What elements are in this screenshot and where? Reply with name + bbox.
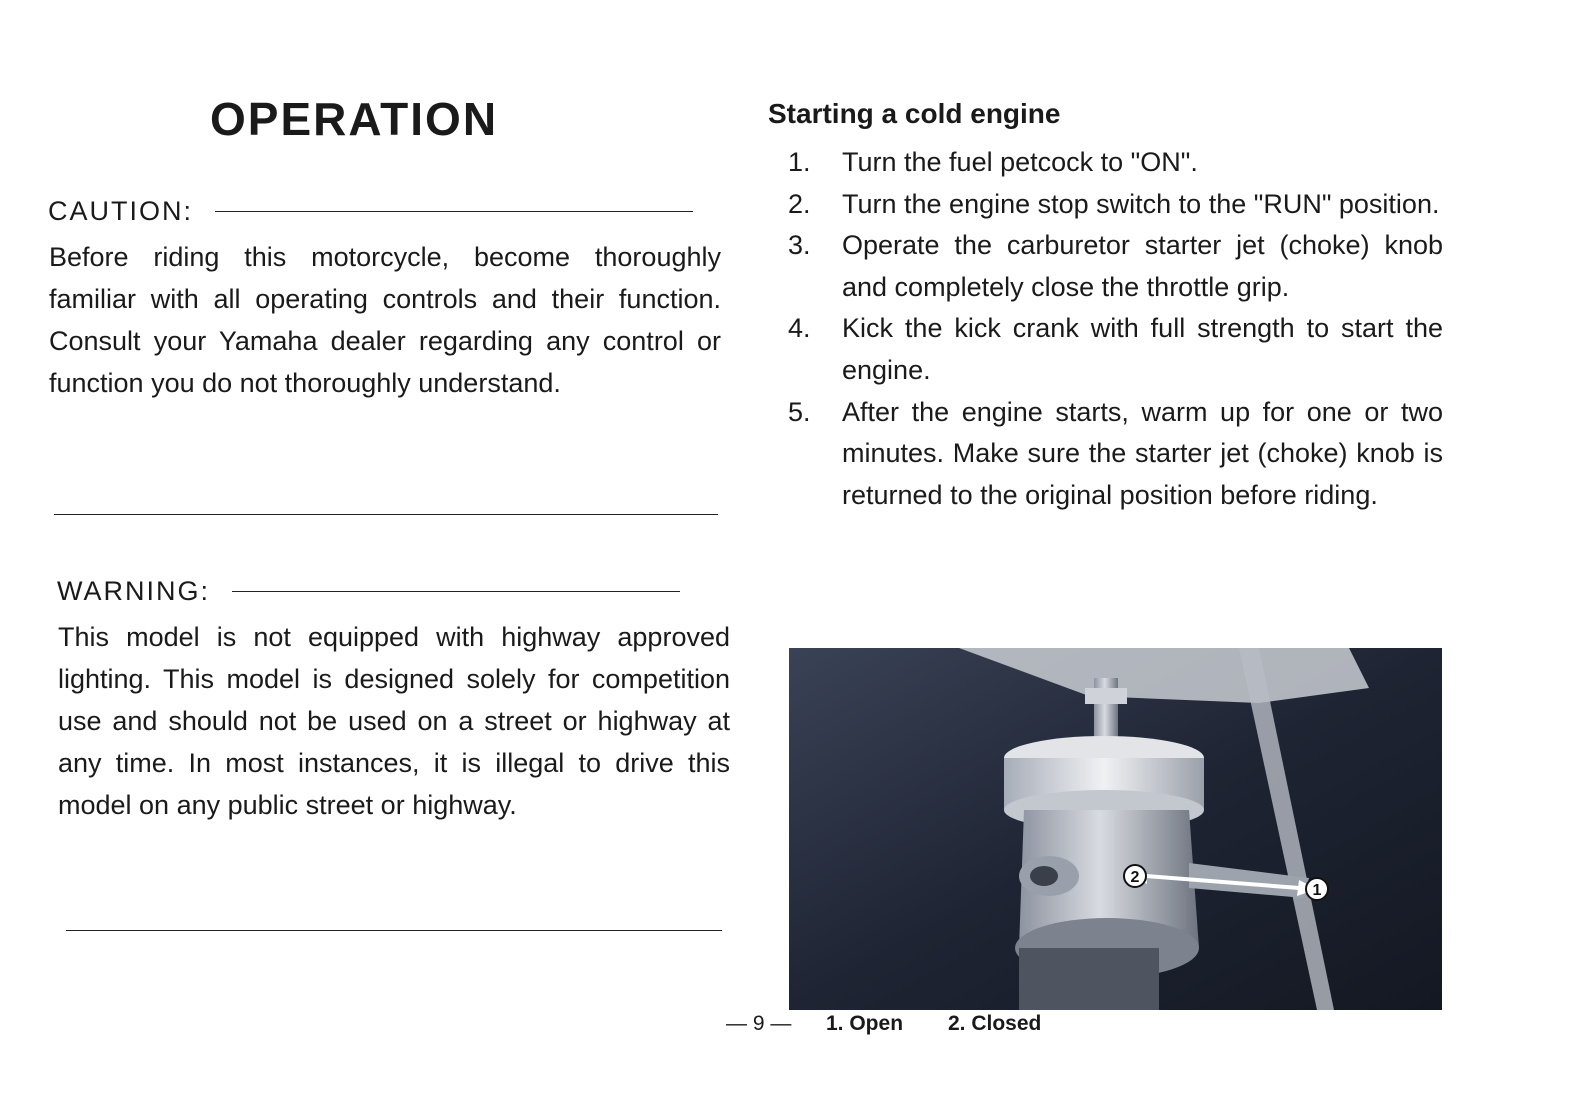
section-title: Starting a cold engine (768, 98, 1061, 129)
step-number: 3. (788, 230, 811, 261)
step-text: Turn the fuel petcock to "ON". (842, 147, 1198, 177)
step-text: Turn the engine stop switch to the "RUN" position. (842, 188, 1440, 219)
step-item (788, 225, 1443, 308)
carburetor-illustration (789, 648, 1442, 1010)
caution-label: CAUTION: (48, 196, 194, 226)
step-text: After the engine starts, warm up for one or two minutes. Make sure the starter jet (choke) knob is returned to the original position before riding. (842, 396, 1443, 510)
warning-label: WARNING: (57, 576, 210, 606)
figure-caption-closed: 2. Closed (948, 1012, 1042, 1035)
step-number: 5. (788, 396, 811, 427)
step-text: Operate the carburetor starter jet (choke) knob and completely close the throttle grip. (842, 230, 1443, 302)
carburetor-photo (789, 648, 1442, 1010)
step-list (788, 142, 1443, 516)
caution-bottom-rule (54, 514, 718, 515)
step-item (788, 142, 1443, 184)
warning-bottom-rule (66, 930, 722, 931)
page-number: — 9 — (726, 1012, 792, 1035)
caution-text: Before riding this motorcycle, become thoroughly familiar with all operating controls and their function. Consult your Yamaha dealer regarding any control or function you do not thoroughly understand. (49, 242, 721, 398)
warning-text: This model is not equipped with highway approved lighting. This model is designed solely for competition use and should not be used on a street or highway at any time. In most instances, it is illegal to drive this model on any public street or highway. (58, 622, 730, 820)
warning-heading (57, 576, 680, 607)
warning-heading-rule (232, 591, 680, 592)
caution-heading-rule (215, 211, 693, 212)
step-number: 1. (788, 147, 811, 177)
figure-caption-open: 1. Open (826, 1012, 904, 1035)
step-text: Kick the kick crank with full strength to start the engine. (842, 313, 1443, 385)
step-item (788, 392, 1443, 517)
step-number: 4. (788, 313, 811, 344)
callout-2-label: 2 (1130, 869, 1140, 886)
caution-heading (48, 196, 693, 227)
page-title: OPERATION (210, 93, 499, 145)
step-item (788, 184, 1443, 226)
callout-1-label: 1 (1312, 882, 1322, 899)
step-item (788, 308, 1443, 391)
step-number: 2. (788, 188, 811, 219)
